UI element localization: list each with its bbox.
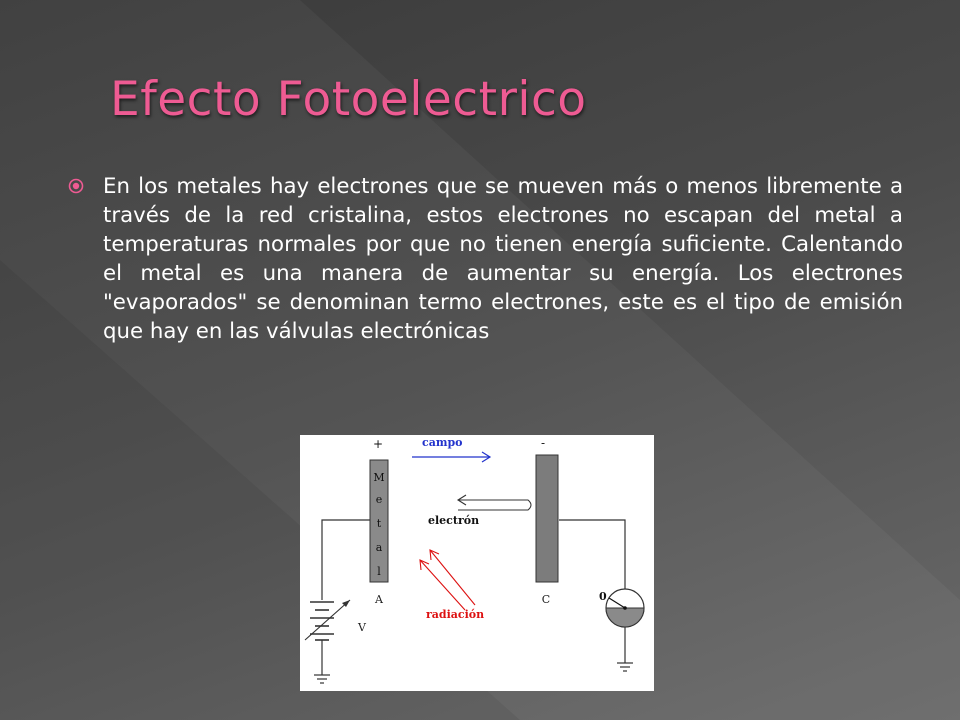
metal-letter-a: a — [375, 541, 383, 554]
meter-zero-label: 0 — [599, 590, 607, 603]
metal-letter-m: M — [373, 471, 385, 484]
battery-symbol — [305, 600, 350, 640]
photoelectric-diagram — [300, 435, 654, 691]
ground-symbol-left — [314, 675, 330, 683]
diagram-drawing — [300, 435, 654, 691]
electron-path — [458, 495, 531, 510]
ground-symbol-right — [617, 663, 633, 671]
campo-label: campo — [422, 436, 463, 449]
circle-bullet-icon — [68, 178, 84, 194]
field-arrow — [412, 452, 490, 462]
metal-letter-t: t — [376, 517, 382, 530]
metal-letter-l: l — [377, 565, 381, 578]
radiacion-label: radiación — [426, 608, 485, 621]
radiation-arrows — [420, 550, 475, 610]
bullet-text: En los metales hay electrones que se mueven más o menos libremente a través de la red cristalina, estos electrones no escapan del metal a temperaturas normales por que no tienen energía suficiente. Calentando el metal es una manera de aumentar su energía. Los electrones "evaporados" se denominan termo electrones, este es el tipo de emisión que hay en las válvulas electrónicas — [103, 174, 903, 344]
wire-left — [322, 520, 370, 600]
metal-letter-e: e — [375, 493, 383, 506]
electron-label: electrón — [428, 514, 480, 527]
galvanometer — [606, 589, 644, 627]
wire-right — [559, 520, 625, 590]
voltage-label: V — [358, 621, 366, 634]
cathode-label: C — [541, 593, 551, 606]
anode-label: A — [375, 593, 383, 606]
cathode-plate — [536, 455, 558, 582]
minus-label: - — [540, 436, 546, 450]
bullet-item — [68, 172, 908, 346]
slide-title: Efecto Fotoelectrico — [110, 72, 587, 127]
plus-label: + — [372, 437, 384, 451]
